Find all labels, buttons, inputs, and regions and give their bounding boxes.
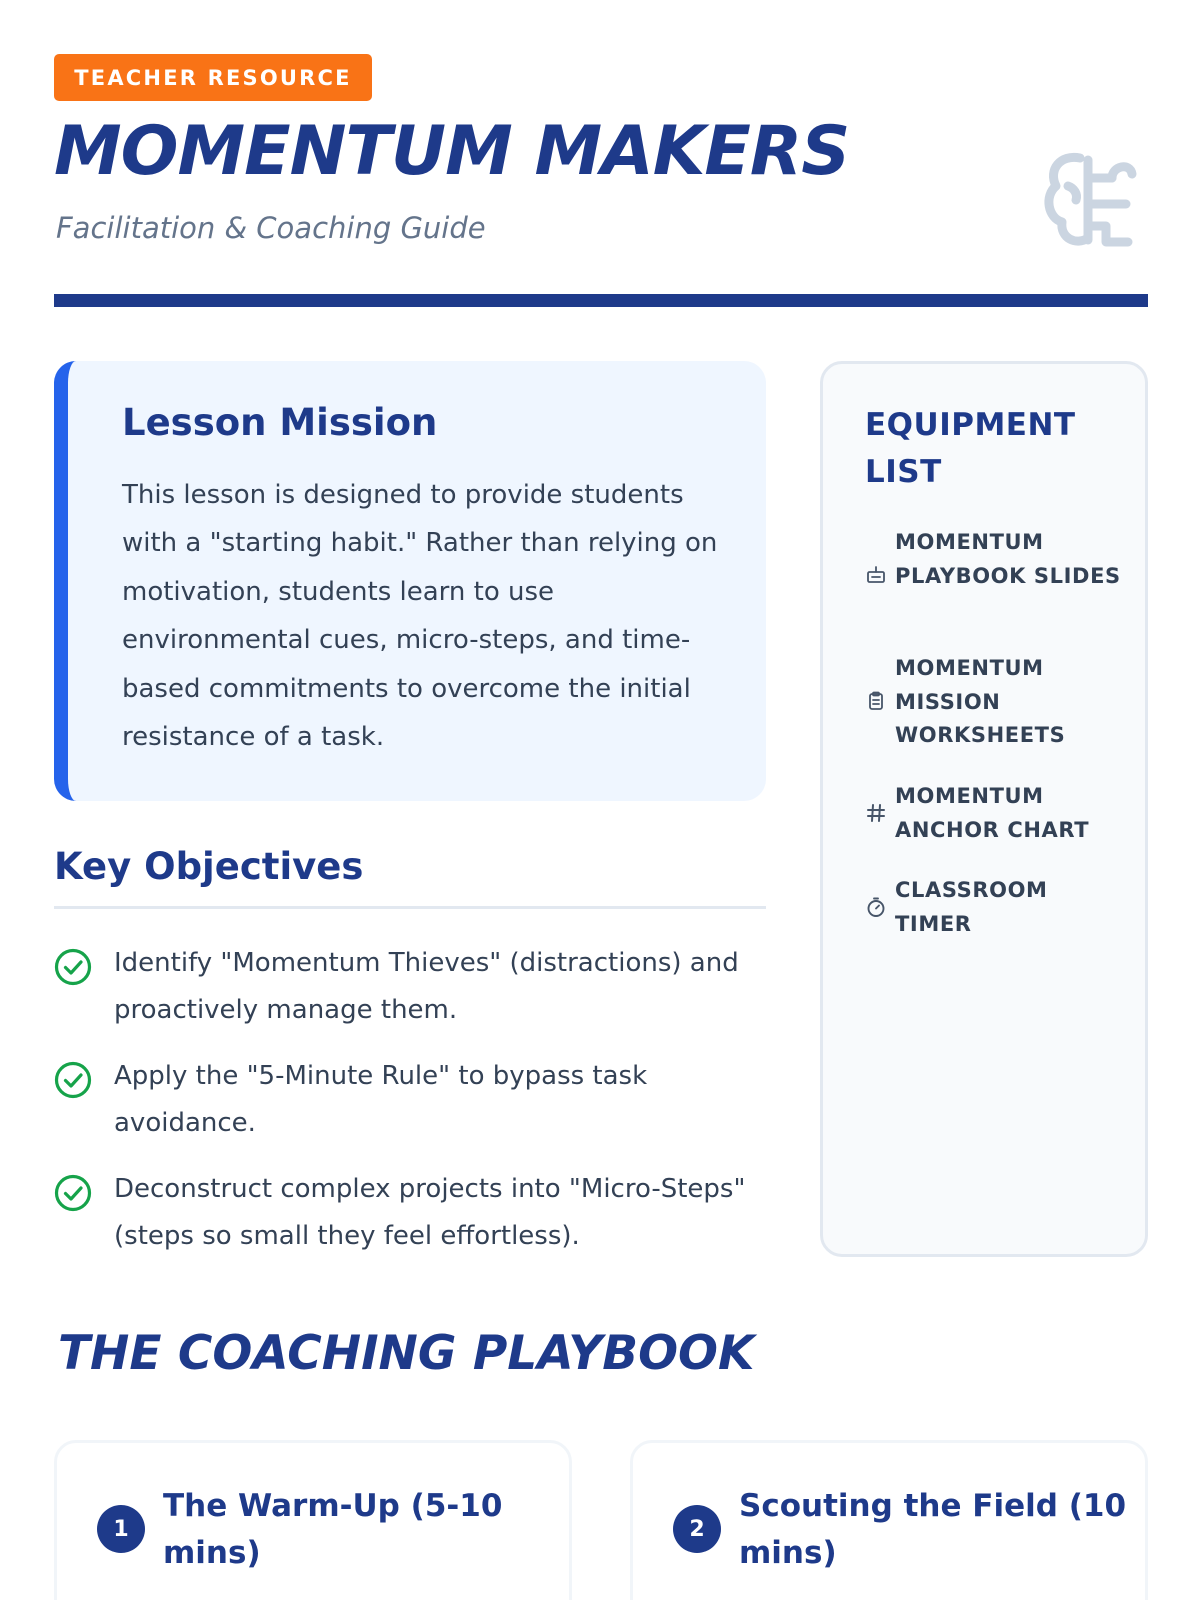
- step-title: Scouting the Field (10 mins): [739, 1488, 1127, 1571]
- header-divider: [54, 294, 1148, 307]
- coaching-playbook-title: THE COACHING PLAYBOOK: [58, 1326, 755, 1381]
- brain-icon: [1040, 148, 1140, 252]
- key-objectives-title: Key Objectives: [54, 845, 364, 888]
- objective-text: Identify "Momentum Thieves" (distractions) and proactively manage them.: [114, 948, 739, 1025]
- teacher-resource-badge: TEACHER RESOURCE: [54, 54, 372, 101]
- playbook-step-card: [54, 1440, 572, 1600]
- step-number-badge: 2: [673, 1505, 721, 1553]
- equipment-list-title: EQUIPMENT LIST: [865, 407, 1076, 490]
- playbook-step-card: [630, 1440, 1148, 1600]
- stopwatch-icon: [865, 896, 887, 918]
- equipment-item-label: MOMENTUM ANCHOR CHART: [895, 784, 1090, 842]
- equipment-item-label: MOMENTUM MISSION WORKSHEETS: [895, 656, 1066, 747]
- step-title: The Warm-Up (5-10 mins): [163, 1488, 503, 1571]
- check-circle-icon: [54, 1174, 92, 1212]
- lesson-mission-card: [54, 361, 766, 801]
- check-circle-icon: [54, 948, 92, 986]
- lesson-mission-title: Lesson Mission: [122, 401, 438, 444]
- check-circle-icon: [54, 1061, 92, 1099]
- hashtag-icon: [865, 802, 887, 824]
- page-title: MOMENTUM MAKERS: [54, 112, 850, 191]
- slides-icon: [865, 564, 887, 586]
- clipboard-icon: [865, 690, 887, 712]
- equipment-list-card: [820, 361, 1148, 1257]
- lesson-mission-text: This lesson is designed to provide students with a "starting habit." Rather than relying on motivation, students learn to use environmental cues, micro-steps, and time-based commitments to overcome the initial resistance of a task.: [122, 480, 718, 753]
- step-number-badge: 1: [97, 1505, 145, 1553]
- objective-text: Apply the "5-Minute Rule" to bypass task avoidance.: [114, 1061, 648, 1138]
- equipment-item-label: MOMENTUM PLAYBOOK SLIDES: [895, 530, 1121, 588]
- objective-text: Deconstruct complex projects into "Micro-Steps" (steps so small they feel effortless).: [114, 1174, 746, 1251]
- key-objectives-divider: [54, 906, 766, 909]
- page-subtitle: Facilitation & Coaching Guide: [56, 211, 486, 245]
- equipment-item-label: CLASSROOM TIMER: [895, 878, 1048, 936]
